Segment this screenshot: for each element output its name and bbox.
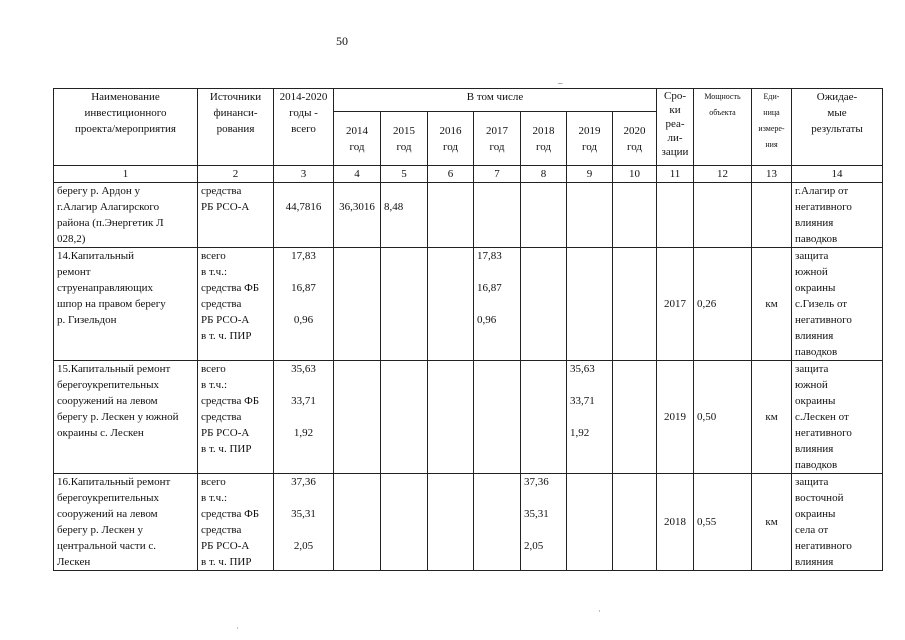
- year-2015-cell: [381, 361, 428, 474]
- sources-cell: всего в т.ч.: средства ФБ средства РБ РСО-А в т. ч. ПИР: [198, 361, 274, 474]
- column-number: 10: [613, 166, 657, 183]
- header-in-that-number: В том числе: [334, 89, 657, 112]
- column-number: 8: [521, 166, 567, 183]
- unit-cell: км: [752, 248, 792, 361]
- header-total: 2014-2020 годы - всего: [274, 89, 334, 166]
- year-2017-cell: [474, 183, 521, 248]
- header-terms: Сро- ки реа- ли- зации: [657, 89, 694, 166]
- result-cell: г.Алагир от негативного влияния паводков: [792, 183, 883, 248]
- table-row: [54, 183, 883, 248]
- total-cell: 17,83 16,87 0,96: [274, 248, 334, 361]
- year-2019-cell: [567, 248, 613, 361]
- scan-mark: ‒: [558, 78, 563, 88]
- capacity-cell: [694, 183, 752, 248]
- year-2014-cell: [334, 361, 381, 474]
- year-2014-cell: [334, 474, 381, 571]
- column-number: 11: [657, 166, 694, 183]
- investment-table: [53, 88, 883, 571]
- project-name-cell: 16.Капитальный ремонт берегоукрепительных сооружений на левом берегу р. Лескен у центральной части с. Лескен: [54, 474, 198, 571]
- year-2020-cell: [613, 361, 657, 474]
- scan-speck: ·: [598, 606, 601, 616]
- header-sources: Источники финанси- рования: [198, 89, 274, 166]
- column-number: 2: [198, 166, 274, 183]
- header-project-name: Наименование инвестиционного проекта/мероприятия: [54, 89, 198, 166]
- capacity-cell: 0,26: [694, 248, 752, 361]
- year-2018-cell: [521, 361, 567, 474]
- result-cell: защита южной окраины с.Гизель от негативного влияния паводков: [792, 248, 883, 361]
- unit-cell: км: [752, 474, 792, 571]
- year-2019-cell: [567, 183, 613, 248]
- total-cell: 35,63 33,71 1,92: [274, 361, 334, 474]
- year-2016-cell: [428, 183, 474, 248]
- year-2015-cell: [381, 474, 428, 571]
- year-2014-cell: 36,3016: [334, 183, 381, 248]
- header-year-2019: 2019 год: [567, 112, 613, 166]
- project-name-cell: берегу р. Ардон у г.Алагир Алагирского района (п.Энергетик Л 028,2): [54, 183, 198, 248]
- column-number: 3: [274, 166, 334, 183]
- column-number: 7: [474, 166, 521, 183]
- result-cell: защита южной окраины с.Лескен от негативного влияния паводков: [792, 361, 883, 474]
- header-year-2020: 2020 год: [613, 112, 657, 166]
- year-2015-cell: [381, 248, 428, 361]
- header-unit: Еди- ница измере- ния: [752, 89, 792, 166]
- project-name-cell: 15.Капитальный ремонт берегоукрепительных сооружений на левом берегу р. Лескен у южной окраины с. Лескен: [54, 361, 198, 474]
- sources-cell: всего в т.ч.: средства ФБ средства РБ РСО-А в т. ч. ПИР: [198, 474, 274, 571]
- header-year-2018: 2018 год: [521, 112, 567, 166]
- sources-cell: всего в т.ч.: средства ФБ средства РБ РСО-А в т. ч. ПИР: [198, 248, 274, 361]
- unit-cell: км: [752, 361, 792, 474]
- project-name-cell: 14.Капитальный ремонт струенаправляющих шпор на правом берегу р. Гизельдон: [54, 248, 198, 361]
- year-2020-cell: [613, 248, 657, 361]
- total-cell: 44,7816: [274, 183, 334, 248]
- term-cell: [657, 183, 694, 248]
- year-2017-cell: [474, 361, 521, 474]
- capacity-cell: 0,50: [694, 361, 752, 474]
- unit-cell: [752, 183, 792, 248]
- header-year-2015: 2015 год: [381, 112, 428, 166]
- year-2016-cell: [428, 361, 474, 474]
- year-2018-cell: 37,36 35,31 2,05: [521, 474, 567, 571]
- table-row: [54, 361, 883, 474]
- column-number: 13: [752, 166, 792, 183]
- year-2016-cell: [428, 248, 474, 361]
- column-number: 4: [334, 166, 381, 183]
- sources-cell: средства РБ РСО-А: [198, 183, 274, 248]
- year-2016-cell: [428, 474, 474, 571]
- year-2020-cell: [613, 474, 657, 571]
- header-capacity: Мощность объекта: [694, 89, 752, 166]
- header-row-1: [54, 89, 883, 112]
- year-2017-cell: 17,83 16,87 0,96: [474, 248, 521, 361]
- column-number: 6: [428, 166, 474, 183]
- year-2018-cell: [521, 183, 567, 248]
- year-2019-cell: 35,63 33,71 1,92: [567, 361, 613, 474]
- column-number: 5: [381, 166, 428, 183]
- header-year-2014: 2014 год: [334, 112, 381, 166]
- table-row: [54, 248, 883, 361]
- header-year-2017: 2017 год: [474, 112, 521, 166]
- year-2019-cell: [567, 474, 613, 571]
- column-number: 12: [694, 166, 752, 183]
- year-2020-cell: [613, 183, 657, 248]
- term-cell: 2018: [657, 474, 694, 571]
- column-number: 9: [567, 166, 613, 183]
- column-number: 14: [792, 166, 883, 183]
- page-number: 50: [336, 34, 348, 48]
- capacity-cell: 0,55: [694, 474, 752, 571]
- result-cell: защита восточной окраины села от негативного влияния: [792, 474, 883, 571]
- column-numbers-row: [54, 166, 883, 183]
- header-results: Ожидае- мые результаты: [792, 89, 883, 166]
- year-2015-cell: 8,48: [381, 183, 428, 248]
- table-row: [54, 474, 883, 571]
- term-cell: 2019: [657, 361, 694, 474]
- year-2014-cell: [334, 248, 381, 361]
- term-cell: 2017: [657, 248, 694, 361]
- column-number: 1: [54, 166, 198, 183]
- year-2017-cell: [474, 474, 521, 571]
- total-cell: 37,36 35,31 2,05: [274, 474, 334, 571]
- header-year-2016: 2016 год: [428, 112, 474, 166]
- scan-speck: ·: [236, 623, 239, 633]
- year-2018-cell: [521, 248, 567, 361]
